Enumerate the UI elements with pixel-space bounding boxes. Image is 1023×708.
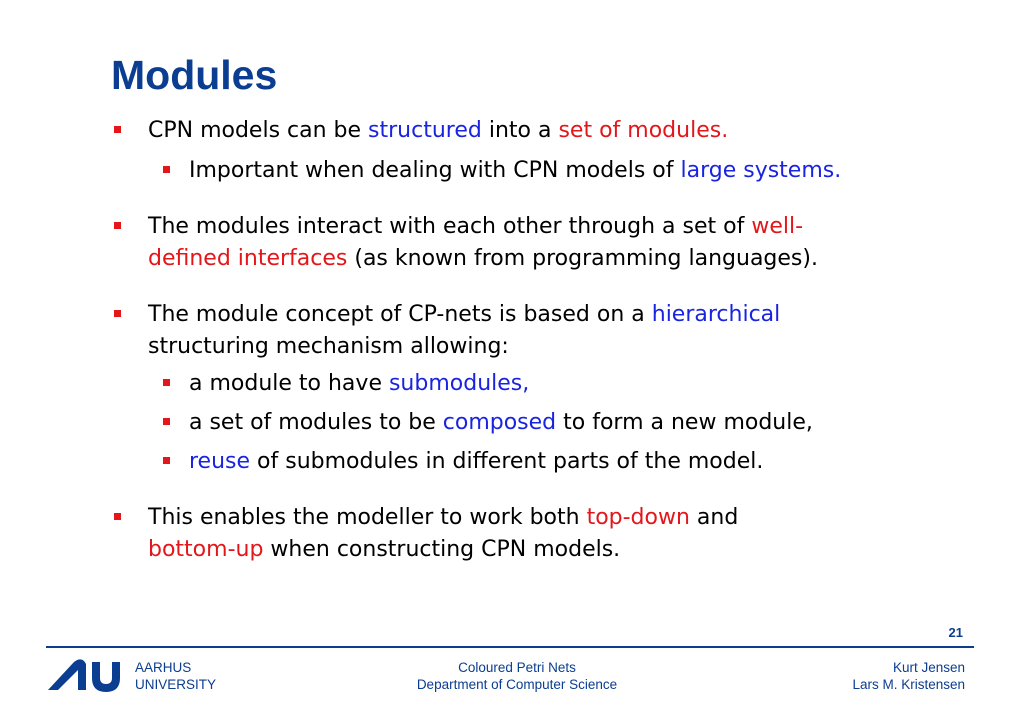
square-bullet-icon [163, 166, 170, 173]
square-bullet-icon [163, 418, 170, 425]
bullet-4-line-1: This enables the modeller to work both top-down and [148, 505, 739, 530]
bullet-4-line-2: bottom-up when constructing CPN models. [148, 537, 621, 562]
footer-authors: Kurt Jensen Lars M. Kristensen [852, 660, 965, 692]
square-bullet-icon [114, 126, 121, 133]
footer-divider [46, 646, 974, 648]
footer-course-info: Coloured Petri Nets Department of Computer Science [416, 660, 618, 692]
university-name: AARHUS UNIVERSITY [135, 660, 217, 692]
page-number: 21 [948, 625, 963, 640]
aarhus-university-logo-icon [48, 656, 124, 696]
bullet-3-sub-1: a module to have submodules, [189, 371, 530, 396]
bullet-3-sub-2: a set of modules to be composed to form a new module, [189, 410, 813, 435]
bullet-1-sub-1: Important when dealing with CPN models of large systems. [189, 158, 842, 183]
square-bullet-icon [163, 457, 170, 464]
bullet-2-line-2: defined interfaces (as known from programming languages). [148, 246, 818, 271]
square-bullet-icon [163, 379, 170, 386]
square-bullet-icon [114, 222, 121, 229]
bullet-3-line-2: structuring mechanism allowing: [148, 334, 509, 359]
bullet-2-line-1: The modules interact with each other through a set of well- [148, 214, 804, 239]
bullet-3-line-1: The module concept of CP-nets is based on a hierarchical [148, 302, 781, 327]
slide-title: Modules [111, 52, 278, 98]
square-bullet-icon [114, 310, 121, 317]
bullet-3-sub-3: reuse of submodules in different parts of the model. [189, 449, 764, 474]
square-bullet-icon [114, 513, 121, 520]
bullet-1: CPN models can be structured into a set of modules. [148, 118, 729, 143]
